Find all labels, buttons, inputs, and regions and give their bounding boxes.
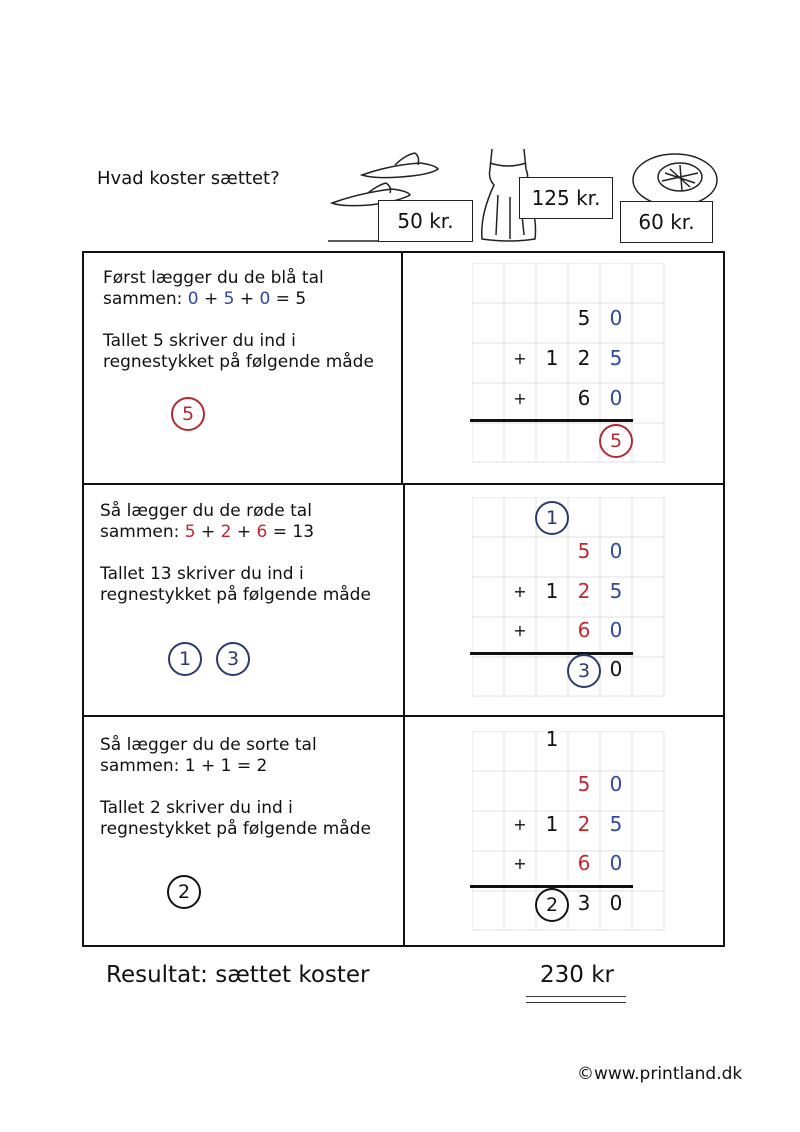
grid-digit: 5: [609, 579, 623, 603]
grid-digit: 1: [545, 812, 559, 836]
step2-term: 5: [184, 522, 196, 542]
step2-term: 6: [256, 522, 268, 542]
step1-instructions: [103, 268, 374, 373]
grid-plus: +: [513, 814, 527, 834]
grid-plus: +: [513, 853, 527, 873]
answer-circle: 2: [535, 888, 569, 922]
grid-digit: 3: [577, 891, 591, 915]
grid-digit: 5: [577, 539, 591, 563]
step2-prefix: sammen:: [100, 522, 185, 542]
grid-digit: 0: [609, 618, 623, 642]
grid-digit: 5: [577, 306, 591, 330]
question-text: Hvad koster sættet?: [97, 168, 280, 189]
grid-digit: 0: [609, 306, 623, 330]
carry-digit: 1: [545, 727, 559, 751]
step1-prefix: sammen:: [103, 289, 188, 309]
plus-sign: +: [195, 522, 221, 542]
step1-line1: Først lægger du de blå tal: [103, 268, 324, 288]
step2-instructions: [100, 501, 371, 606]
step2-line2: [100, 522, 371, 543]
grid-digit: 0: [609, 539, 623, 563]
result-label: Resultat: sættet koster: [106, 962, 370, 988]
grid-digit: 2: [577, 346, 591, 370]
answer-circle: 5: [599, 424, 633, 458]
step3-line2: sammen: 1 + 1 = 2: [100, 756, 268, 776]
grid-digit: 5: [609, 812, 623, 836]
grid-digit: 0: [609, 891, 623, 915]
grid-digit: 6: [577, 618, 591, 642]
double-underline: [526, 996, 626, 997]
column-divider: [403, 483, 405, 947]
grid-digit: 0: [609, 851, 623, 875]
step3-instructions: [100, 735, 371, 840]
copyright-text: ©www.printland.dk: [577, 1064, 743, 1084]
grid-digit: 1: [545, 346, 559, 370]
grid-digit: 0: [609, 772, 623, 796]
carry-circle: 1: [535, 501, 569, 535]
answer-circle: 3: [567, 654, 601, 688]
double-underline: [526, 1002, 626, 1003]
step3-line3: Tallet 2 skriver du ind i: [100, 798, 293, 818]
grid-plus: +: [513, 348, 527, 368]
step1-line2: [103, 289, 374, 310]
plus-sign: +: [198, 289, 224, 309]
grid-plus: +: [513, 581, 527, 601]
grid-digit: 2: [577, 812, 591, 836]
grid-digit: 2: [577, 579, 591, 603]
sum-line: [470, 419, 633, 422]
step2-term: 2: [220, 522, 232, 542]
price-tag-hat: 60 kr.: [620, 201, 713, 243]
step1-term: 0: [187, 289, 199, 309]
result-value: 230 kr: [540, 962, 614, 988]
plus-sign: +: [231, 522, 257, 542]
grid-plus: +: [513, 620, 527, 640]
step3-line4: regnestykket på følgende måde: [100, 819, 371, 839]
step1-result: = 5: [270, 289, 307, 309]
step1-line4: regnestykket på følgende måde: [103, 352, 374, 372]
grid-plus: +: [513, 388, 527, 408]
step3-line1: Så lægger du de sorte tal: [100, 735, 317, 755]
grid-digit: 5: [609, 346, 623, 370]
step2-line1: Så lægger du de røde tal: [100, 501, 312, 521]
grid-digit: 6: [577, 386, 591, 410]
grid-digit: 5: [577, 772, 591, 796]
step1-term: 0: [259, 289, 271, 309]
hat-icon: [633, 154, 717, 206]
grid-digit: 6: [577, 851, 591, 875]
price-tag-sandals: 50 kr.: [378, 200, 473, 242]
answer-circle: 5: [171, 397, 205, 431]
grid-digit: 1: [545, 579, 559, 603]
answer-circle: 1: [168, 642, 202, 676]
step2-line3: Tallet 13 skriver du ind i: [100, 564, 304, 584]
grid-digit: 0: [609, 657, 623, 681]
step1-line3: Tallet 5 skriver du ind i: [103, 331, 296, 351]
answer-circle: 2: [167, 875, 201, 909]
plus-sign: +: [234, 289, 260, 309]
grid-digit: 0: [609, 386, 623, 410]
column-divider: [401, 251, 403, 484]
price-tag-dress: 125 kr.: [519, 177, 613, 219]
step2-result: = 13: [267, 522, 315, 542]
answer-circle: 3: [216, 642, 250, 676]
step2-line4: regnestykket på følgende måde: [100, 585, 371, 605]
step1-term: 5: [223, 289, 235, 309]
